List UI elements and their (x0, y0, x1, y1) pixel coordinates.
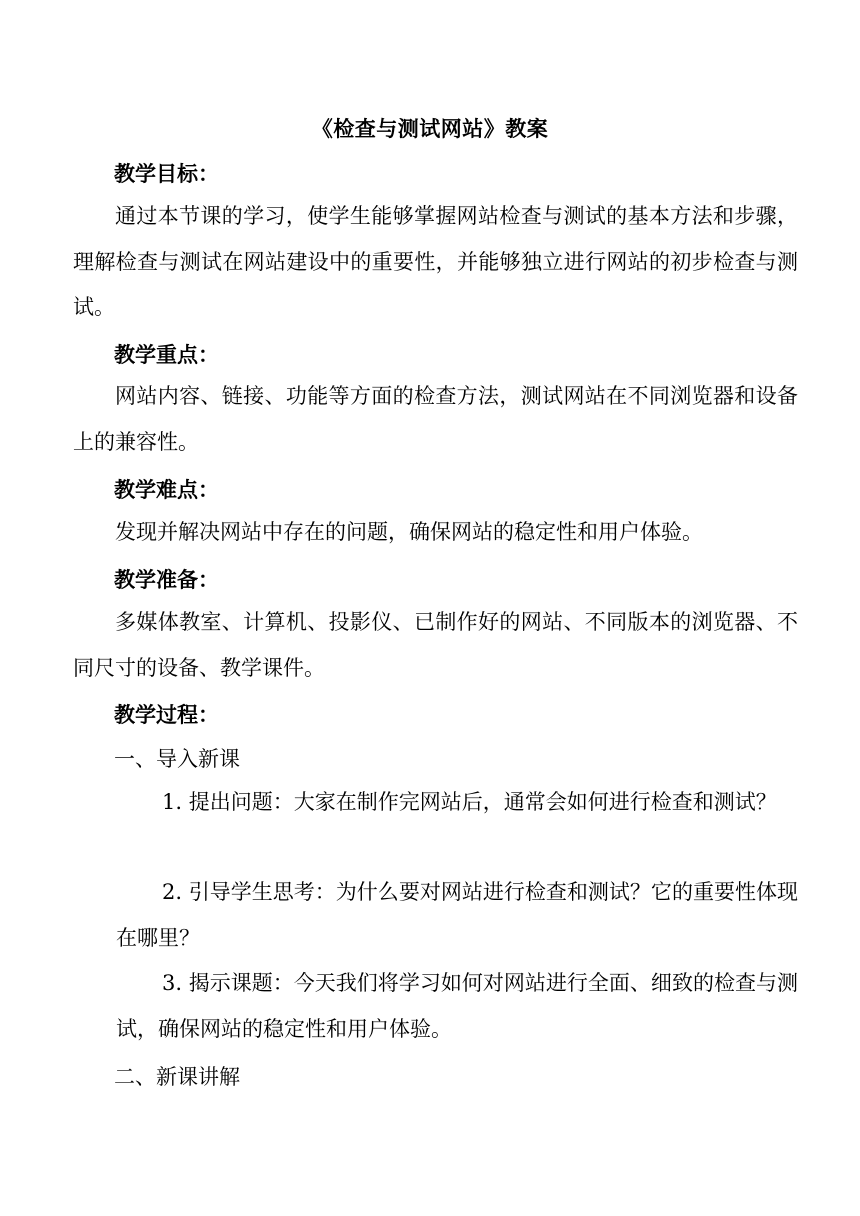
objectives-text: 通过本节课的学习，使学生能够掌握网站检查与测试的基本方法和步骤，理解检查与测试在网站建设中的重要性，并能够独立进行网站的初步检查与测试。 (73, 204, 798, 319)
list-item: 3. 揭示课题：今天我们将学习如何对网站进行全面、细致的检查与测试，确保网站的稳定性和用户体验。 (116, 971, 798, 1041)
section-intro-title: 一、导入新课 (114, 747, 240, 771)
document-title: 《检查与测试网站》教案 (311, 116, 549, 141)
difficulties-text: 发现并解决网站中存在的问题，确保网站的稳定性和用户体验。 (115, 520, 703, 544)
process-heading: 教学过程： (114, 702, 219, 727)
list-item: 1. 提出问题：大家在制作完网站后，通常会如何进行检查和测试？ (162, 790, 777, 814)
difficulties-heading: 教学难点： (114, 477, 219, 502)
objectives-heading: 教学目标： (114, 161, 219, 186)
key-points-heading: 教学重点： (114, 342, 219, 367)
key-points-text: 网站内容、链接、功能等方面的检查方法，测试网站在不同浏览器和设备上的兼容性。 (73, 384, 798, 454)
list-item: 2. 引导学生思考：为什么要对网站进行检查和测试？它的重要性体现在哪里？ (116, 880, 798, 950)
preparation-text: 多媒体教室、计算机、投影仪、已制作好的网站、不同版本的浏览器、不同尺寸的设备、教学课件。 (73, 610, 798, 680)
preparation-heading: 教学准备： (114, 567, 219, 592)
section-new-lesson-title: 二、新课讲解 (114, 1065, 240, 1089)
